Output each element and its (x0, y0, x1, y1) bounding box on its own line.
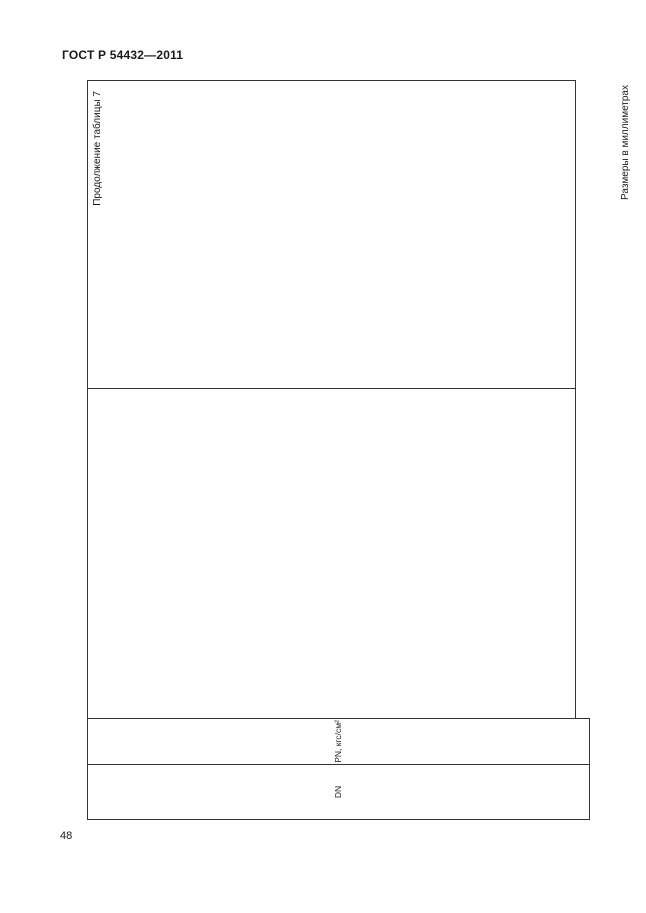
table-frame (87, 80, 590, 820)
rotated-table-container (87, 80, 590, 820)
units-note-wrapper (620, 85, 631, 200)
document-title: ГОСТ Р 54432—2011 (62, 48, 184, 62)
dimensions-table (87, 80, 590, 820)
header-group-2 (88, 81, 576, 389)
units-note: Размеры в миллиметрах (620, 85, 631, 200)
continuation-note: Продолжение таблицы 7 (92, 91, 103, 206)
page-number: 48 (60, 830, 73, 842)
header-group-1 (88, 389, 576, 719)
header-pn: PN, кгс/см² (88, 718, 590, 764)
header-dn: DN (88, 765, 590, 820)
